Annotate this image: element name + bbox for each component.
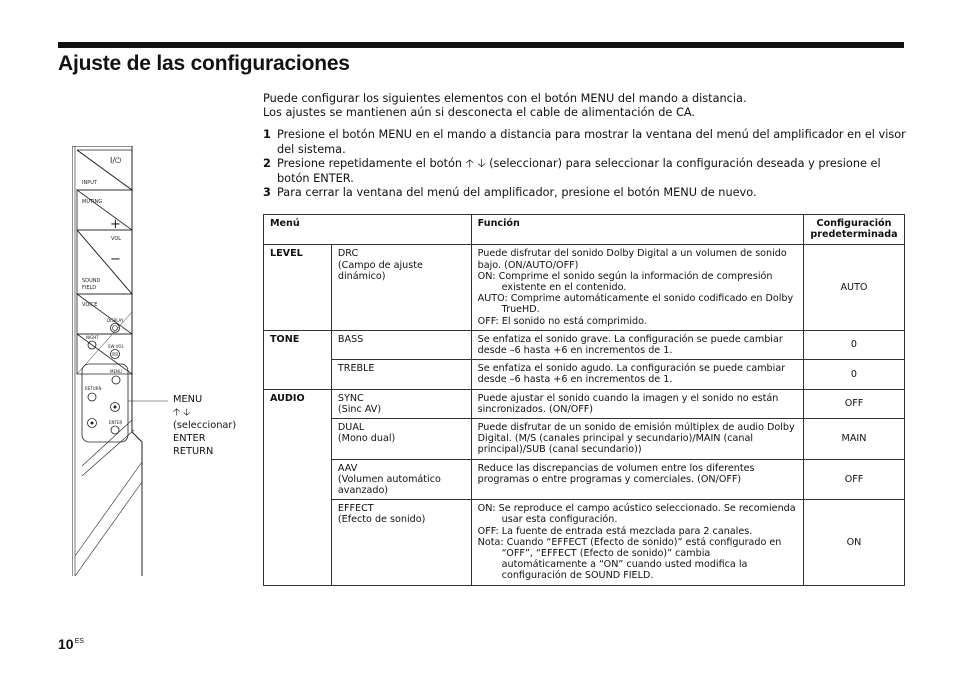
legend-select: (seleccionar): [173, 420, 237, 431]
return-label: RETURN: [85, 386, 102, 391]
item-cell: [331, 245, 471, 330]
sw-vol-label: SW VOL: [108, 344, 124, 349]
top-rule: [58, 42, 904, 48]
item-name: DUAL: [337, 422, 365, 434]
item-cell: [331, 459, 471, 500]
default-value: ON: [803, 500, 904, 585]
item-name: DRC: [337, 248, 359, 260]
step: [263, 128, 908, 157]
enter-button: [111, 426, 119, 434]
page-number: [58, 636, 84, 652]
legend-enter: ENTER: [173, 433, 206, 444]
table-row: [264, 330, 905, 359]
header-default: Configuración predeterminada: [803, 215, 904, 245]
step-number: 1: [263, 128, 271, 141]
function-text: OFF: El sonido no está comprimido.: [477, 315, 647, 327]
field-label: FIELD: [82, 285, 97, 291]
function-text: Puede disfrutar de un sonido de emisión múltiplex de audio Dolby Digital. (M/S (canales principal y secundario)/MAIN (canal principal)/SUB (canal secundario)): [471, 419, 803, 460]
steps-list: [263, 128, 908, 201]
default-value: OFF: [803, 389, 904, 418]
header-function: Función: [471, 215, 803, 245]
return-button: [88, 393, 96, 401]
function-text: Nota: Cuando “EFFECT (Efecto de sonido)” está configurado en “OFF”, “EFFECT (Efecto de sonido)” cambia automáticamente a “ON” cuando usted modifica la configuración de SOUND FIELD.: [477, 536, 782, 582]
function-text: Se enfatiza el sonido grave. La configuración se puede cambiar desde –6 hasta +6 en incrementos de 1.: [471, 330, 803, 359]
item-name: EFFECT: [337, 503, 374, 515]
item-desc: (Volumen automático avanzado): [337, 473, 441, 497]
default-value: OFF: [803, 459, 904, 500]
remote-legend: [173, 393, 236, 458]
sw-vol-button: [111, 350, 120, 359]
table-header-row: [264, 215, 905, 245]
legend-menu: MENU: [173, 394, 203, 405]
step: [263, 157, 908, 186]
table-row: [264, 360, 905, 389]
item-desc: (Sinc AV): [337, 403, 382, 415]
table-row: [264, 389, 905, 418]
item-name: SYNC: [337, 392, 364, 404]
step-text: Presione repetidamente el botón 🡡 🡣 (seleccionar) para seleccionar la configuración deseada y presione el botón ENTER.: [277, 157, 881, 185]
vol-minus-icon: −: [110, 252, 121, 267]
voice-label: VOICE: [82, 302, 98, 308]
remote-control-illustration: [72, 146, 168, 576]
function-text: ON: Comprime el sonido según la información de compresión existente en el contenido.: [477, 270, 773, 294]
settings-table: [263, 214, 905, 586]
item-name: AAV: [337, 462, 358, 474]
header-menu: Menú: [264, 215, 472, 245]
item-cell: [331, 500, 471, 585]
display-label: DISPLAY: [107, 318, 124, 323]
function-text: Reduce las discrepancias de volumen entre los diferentes programas o entre programas y comerciales. (ON/OFF): [471, 459, 803, 500]
legend-arrows-icon: 🡡 🡣: [173, 407, 191, 418]
night-label: NIGHT: [86, 335, 99, 340]
function-text: Puede ajustar el sonido cuando la imagen y el sonido no están sincronizados. (ON/OFF): [471, 389, 803, 418]
menu-label: MENU: [110, 369, 122, 374]
function-cell: [471, 500, 803, 585]
default-value: AUTO: [803, 245, 904, 330]
item-name: TREBLE: [331, 360, 471, 389]
group-tone: TONE: [264, 330, 332, 389]
group-level: LEVEL: [264, 245, 332, 330]
sound-label: SOUND: [82, 278, 101, 284]
table-row: [264, 419, 905, 460]
intro-line: Puede configurar los siguientes elementos con el botón MENU del mando a distancia.: [263, 92, 747, 105]
default-value: MAIN: [803, 419, 904, 460]
muting-label: MUTING: [82, 199, 103, 205]
item-cell: [331, 389, 471, 418]
step-number: 3: [263, 186, 271, 199]
menu-button: [112, 376, 120, 384]
page-title: Ajuste de las configuraciones: [58, 52, 350, 75]
default-value: 0: [803, 360, 904, 389]
vol-plus-icon: +: [110, 217, 121, 232]
group-audio: AUDIO: [264, 389, 332, 585]
intro-line: Los ajustes se mantienen aún si desconecta el cable de alimentación de CA.: [263, 106, 695, 119]
item-name: BASS: [331, 330, 471, 359]
function-text: Se enfatiza el sonido agudo. La configuración se puede cambiar desde –6 hasta +6 en incrementos de 1.: [471, 360, 803, 389]
step: [263, 186, 908, 201]
function-text: AUTO: Comprime automáticamente el sonido codificado en Dolby TrueHD.: [477, 293, 794, 316]
table-row: [264, 459, 905, 500]
step-text: Para cerrar la ventana del menú del amplificador, presione el botón MENU de nuevo.: [277, 186, 757, 199]
step-number: 2: [263, 157, 271, 170]
input-label: INPUT: [82, 180, 97, 186]
power-label: I/⏻: [110, 156, 122, 165]
page-lang: ES: [74, 638, 84, 645]
step-text: Presione el botón MENU en el mando a distancia para mostrar la ventana del menú del amplificador en el visor del sistema.: [277, 128, 906, 156]
function-cell: [471, 245, 803, 330]
vol-label: VOL: [111, 236, 122, 242]
function-text: OFF: La fuente de entrada está mezclada para 2 canales.: [477, 525, 753, 537]
item-cell: [331, 419, 471, 460]
table-row: [264, 245, 905, 330]
function-text: ON: Se reproduce el campo acústico seleccionado. Se recomienda usar esta configuración.: [477, 503, 796, 526]
intro-text: [263, 92, 908, 120]
function-text: Puede disfrutar del sonido Dolby Digital a un volumen de sonido bajo. (ON/AUTO/OFF): [477, 248, 787, 271]
default-value: 0: [803, 330, 904, 359]
item-desc: (Campo de ajuste dinámico): [337, 259, 423, 282]
page-number-value: 10: [58, 636, 74, 652]
item-desc: (Efecto de sonido): [337, 514, 426, 526]
enter-label: ENTER: [109, 420, 123, 425]
item-desc: (Mono dual): [337, 433, 396, 445]
legend-return: RETURN: [173, 446, 214, 457]
table-row: [264, 500, 905, 585]
